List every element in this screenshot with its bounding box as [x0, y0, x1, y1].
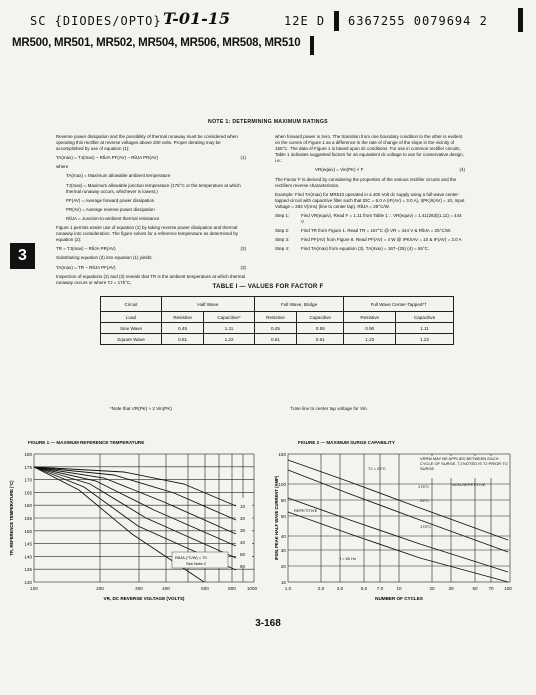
header-center-tapped: Full Wave Center-Tapped*† [344, 297, 454, 312]
svg-text:800: 800 [228, 586, 236, 591]
left-paragraph-2: Figure 1 permits easier use of equation (1) by taking reverse power dissipation and thermal runaway into consideration. The figure solves for a reference temperature as determined by equation (2): [56, 225, 239, 243]
vrrm-note: VRRM MAY BE APPLIED BETWEEN EACH CYCLE OF SURGE. TJ NOTED IS TJ PRIOR TO SURGE [420, 456, 508, 471]
equation-4: VR(equiv) = Vin(PK) × F (4) [315, 167, 465, 173]
where-label: where [56, 164, 69, 170]
table-load-row [101, 312, 454, 323]
svg-text:5.0: 5.0 [360, 586, 368, 591]
step-1: Step 1: Find VR(equiv). Read F = 1.11 from Table 1 ∴ VR(equiv) = 1.41(283)(1.11) = 444 V [275, 213, 462, 225]
table-title: TABLE I — VALUES FOR FACTOR F [212, 283, 324, 290]
rth-note: RθJA (°C/W) = 70 [175, 555, 207, 560]
figure-1-x-ticks [30, 586, 257, 591]
tj-175-top-label: 175°C [418, 484, 430, 489]
figure-1-chart [4, 448, 266, 608]
frequency-label: f = 60 Hz [340, 556, 357, 561]
header-code: SC {DIODES/OPTO} [30, 14, 162, 28]
page-number: 3-168 [255, 618, 281, 629]
header-full-wave-bridge: Full Wave, Bridge [254, 297, 344, 312]
figure-2-x-label: NUMBER OF CYCLES [375, 596, 423, 601]
svg-text:70: 70 [488, 586, 494, 591]
svg-text:175: 175 [24, 464, 32, 470]
table-row: Square Wave 0.61 1.22 0.61 0.61 1.22 1.22 [101, 334, 454, 345]
see-note: See Note 2 [186, 561, 207, 566]
curve-label: 40 [240, 540, 246, 545]
table-footnote-1: *Note that VR(PK) ≈ 2 Vin(PK) [110, 406, 172, 411]
def-ta: TA(max) = Maximum allowable ambient temperature [66, 173, 171, 179]
svg-text:150: 150 [24, 528, 32, 534]
tj-25-label: 25°C [420, 498, 429, 503]
repetitive-label: REPETITIVE [294, 508, 318, 513]
left-paragraph-3: Substituting equation (2) into equation (1) yields: [56, 255, 153, 261]
title-bar [310, 36, 314, 55]
svg-text:10: 10 [396, 586, 402, 591]
figure-1-y-ticks [24, 452, 32, 585]
load-resistive: Resistive [254, 312, 296, 323]
load-resistive: Resistive [344, 312, 396, 323]
load-capacitive: Capacitive* [204, 312, 255, 323]
def-pf: PF(AV) = Average forward power dissipation [66, 197, 155, 203]
header-mid: 12E D [284, 14, 326, 28]
svg-text:180: 180 [24, 452, 32, 457]
section-tab: 3 [10, 243, 35, 269]
svg-text:135: 135 [24, 567, 32, 573]
tj-175-label: 175°C [420, 524, 432, 529]
svg-text:30: 30 [280, 548, 286, 553]
load-capacitive: Capacitive [396, 312, 454, 323]
load-label: Load [101, 312, 162, 323]
def-rth: RθJA = Junction-to-ambient thermal resistance [66, 215, 160, 221]
svg-text:130: 130 [24, 580, 32, 585]
svg-text:400: 400 [162, 586, 170, 591]
right-paragraph-2: The Factor F is derived by considering the properties of the various rectifier circuits and the rectifiers reverse characteristics. [275, 176, 457, 188]
right-column [275, 134, 465, 256]
example-paragraph: Example: Find TA(max) for MR510 operated in a 400 Volt dc supply using a full-wave center-tapped circuit with capacitive filter such that IDC = 6.0 A (IF(AV) = 3.0 A), I(PK)/I(AV) = 10, Input Voltage = 283 V(rms) (line to center tap), RθJA = 25°C/W. [275, 191, 465, 209]
figure-2-title: FIGURE 2 — MAXIMUM SURGE CAPABILITY [298, 440, 395, 445]
tj-25-top-label: TJ = 25°C [368, 466, 386, 471]
figure-2-y-label: IFSM, PEAK HALF WAVE CURRENT (AMP) [274, 475, 279, 561]
svg-text:30: 30 [448, 586, 454, 591]
right-paragraph-1: when forward power is zero. The transition from one boundary condition to the other is evident on the curves of Figure 1 as a difference in the rate of change of the slope in the vicinity of 165°C. The data of Figure 1 is based upon dc conditions. For use in common rectifier circuits, Table 1 indicates suggested factors for an equivalent dc voltage to use for conservative design, i.e.: [275, 134, 464, 164]
svg-text:40: 40 [280, 534, 286, 539]
header-barcode-number: 6367255 0079694 2 [348, 14, 488, 28]
curve-label: 20 [240, 516, 246, 521]
load-resistive: Resistive [162, 312, 204, 323]
svg-text:80: 80 [280, 498, 286, 503]
figure-1-title: FIGURE 1 — MAXIMUM REFERENCE TEMPERATURE [28, 440, 145, 445]
curve-label: 30 [240, 528, 246, 533]
svg-text:170: 170 [24, 477, 32, 483]
curve-label: 60 [240, 564, 246, 569]
header-circuit: Circuit [101, 297, 162, 312]
left-paragraph-4: Inspection of equations (2) and (3) reveals that TR is the ambient temperature at which thermal runaway occurs or where TJ = 175°C, [56, 273, 246, 285]
step-2: Step 2: Find TR from Figure 1. Read TR = 167°C @ VR = 444 V & RθJA = 25°C/W. [275, 228, 452, 234]
svg-text:155: 155 [24, 516, 32, 521]
figure-2-y-ticks [278, 452, 286, 585]
def-tj: TJ(max) = Maximum allowable junction temperature (175°C or the temperature at which thermal runaway occurs, whichever is lowest.) [66, 182, 241, 194]
svg-text:1000: 1000 [246, 586, 258, 591]
svg-text:150: 150 [278, 452, 286, 457]
svg-text:100: 100 [278, 482, 286, 487]
equation-3: TA(max) = TR − RθJA PF(AV) (3) [56, 264, 246, 270]
svg-text:20: 20 [280, 564, 286, 569]
curve-rth-50 [34, 467, 236, 558]
svg-text:3.0: 3.0 [336, 586, 344, 591]
equation-1: TA(max) = TJ(max) − RθJA PF(AV) − RθJA PR(AV) (1) [56, 155, 246, 161]
figure-2-chart [270, 448, 532, 608]
equation-2: TR = TJ(max) − RθJA PR(AV) (2) [56, 246, 246, 252]
step-3: Step 3: Find PF(AV) from Figure 8. Read PF(AV) = 4 W @ IPK/IAV = 10 & IF(AV) = 3.0 A [275, 237, 462, 243]
load-capacitive: Capacitive [297, 312, 344, 323]
handwritten-date-code: T-01-15 [163, 9, 231, 28]
note-title: NOTE 1: DETERMINING MAXIMUM RATINGS [208, 119, 328, 125]
svg-text:600: 600 [201, 586, 209, 591]
svg-text:20: 20 [429, 586, 435, 591]
table-footnote-2: †Use line to center tap voltage for Vin. [290, 406, 368, 411]
svg-text:165: 165 [24, 490, 32, 496]
figure-1-x-label: VR, DC REVERSE VOLTAGE (VOLTS) [103, 596, 185, 601]
header-half-wave: Half Wave [162, 297, 255, 312]
def-pr: PR(AV) = Average reverse power dissipation [66, 206, 155, 212]
svg-text:100: 100 [504, 586, 512, 591]
svg-text:15: 15 [280, 580, 286, 585]
barcode-bar-left [334, 11, 339, 31]
page-title: MR500, MR501, MR502, MR504, MR506, MR508, MR510 [12, 37, 301, 49]
table-row: Sine Wave 0.45 1.11 0.45 0.55 0.90 1.11 [101, 323, 454, 334]
svg-text:300: 300 [135, 586, 143, 591]
svg-text:7.0: 7.0 [376, 586, 384, 591]
left-paragraph-1: Reverse power dissipation and the possibility of thermal runaway must be considered when operating this rectifier at reverse voltages above 200 volts. Proper derating may be accomplished by use of equation (1): [56, 134, 238, 152]
figure-2-annotations [294, 466, 486, 561]
svg-text:140: 140 [24, 554, 32, 560]
svg-text:60: 60 [280, 514, 286, 519]
svg-text:145: 145 [24, 541, 32, 547]
step-4: Step 4: Find TA(max) from equation (3). TA(max) = 167−(25) (4) = 65°C. [275, 246, 430, 252]
figure-2-x-ticks [285, 586, 512, 591]
svg-text:200: 200 [96, 586, 104, 591]
svg-text:100: 100 [30, 586, 38, 591]
svg-text:160: 160 [24, 503, 32, 509]
svg-text:2.0: 2.0 [317, 586, 325, 591]
curve-label: 50 [240, 552, 246, 557]
factor-f-table [100, 296, 454, 345]
svg-text:1.0: 1.0 [284, 586, 292, 591]
barcode-bar-right [518, 8, 523, 32]
svg-text:50: 50 [472, 586, 478, 591]
table-header-row [101, 297, 454, 312]
figure-1-y-label: TR, REFERENCE TEMPERATURE (°C) [9, 480, 14, 556]
left-column [56, 134, 246, 289]
curve-label: 10 [240, 504, 246, 509]
non-repetitive-label: NON-REPETITIVE [452, 482, 486, 487]
